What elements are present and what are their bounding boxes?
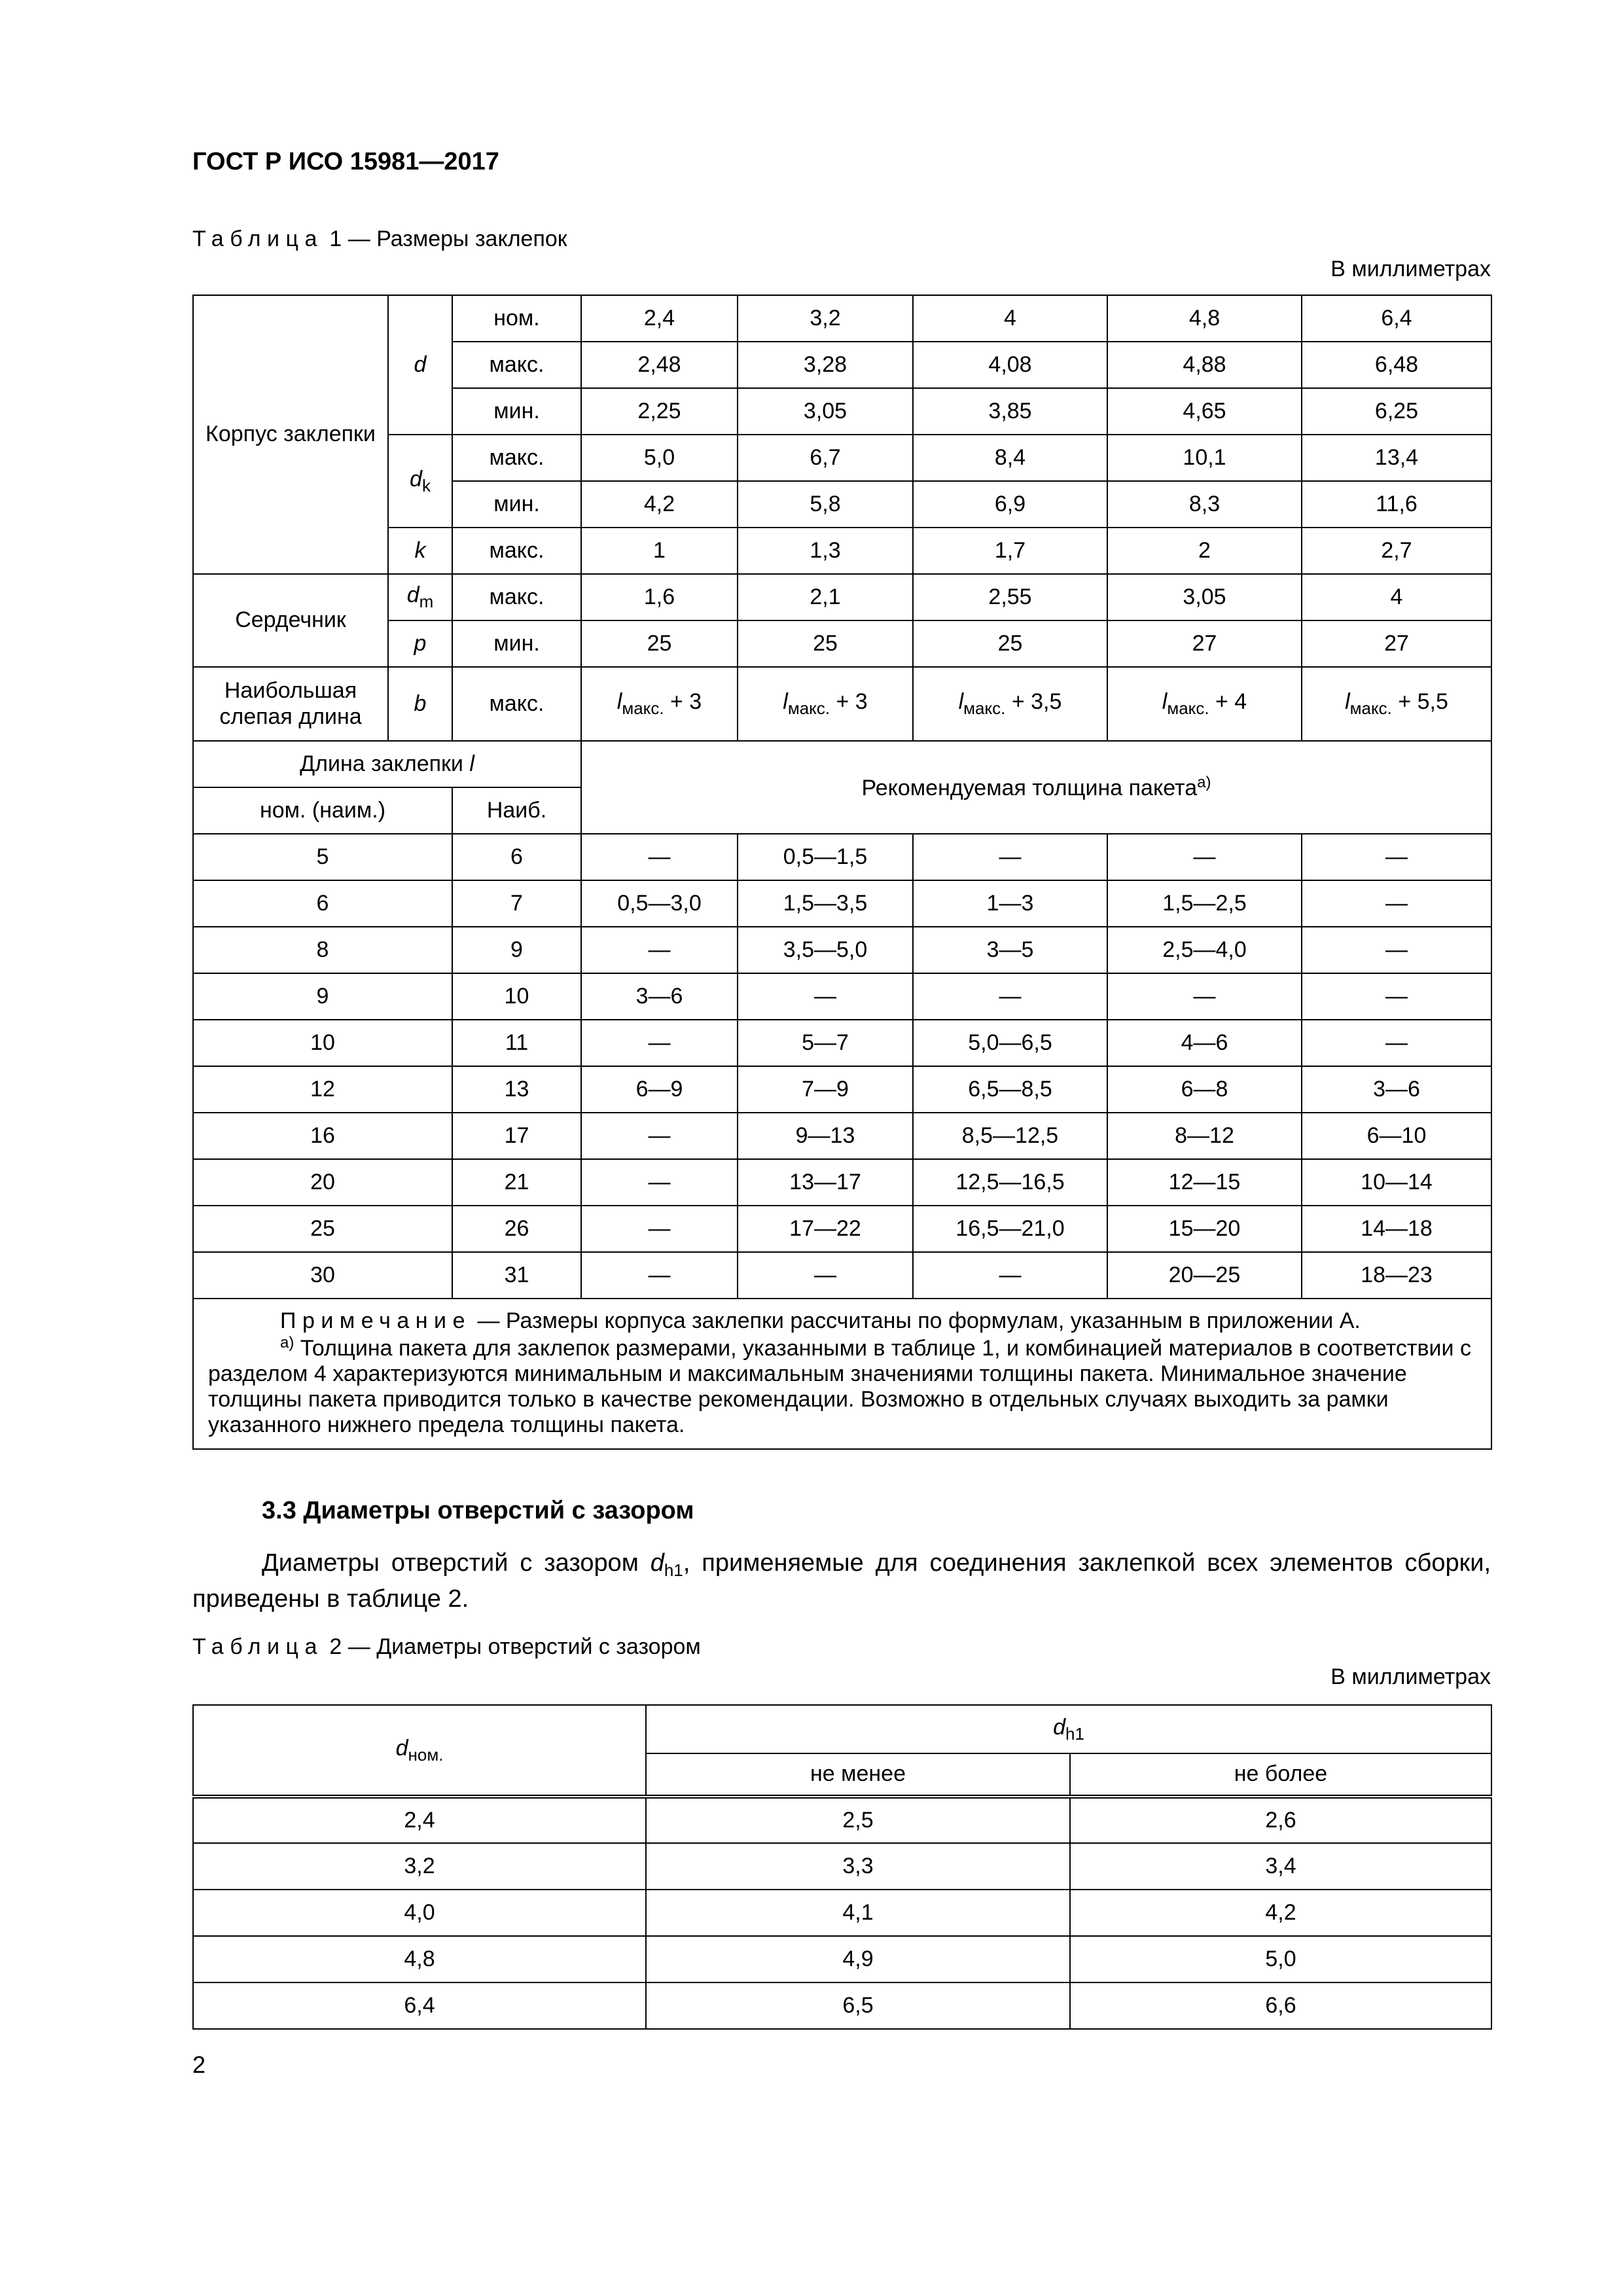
value-suffix: + 4 xyxy=(1209,689,1247,715)
table-cell: 1,6 xyxy=(581,574,738,620)
symbol-dm xyxy=(388,574,452,620)
table-cell: 5,0—6,5 xyxy=(913,1020,1107,1066)
table-cell: 27 xyxy=(1302,620,1491,667)
symbol-base: d xyxy=(650,1549,664,1577)
max-header: не более xyxy=(1070,1753,1491,1797)
table-cell: 4,2 xyxy=(581,481,738,528)
recommended-thickness-header xyxy=(581,741,1491,834)
table-cell: 17 xyxy=(452,1113,581,1159)
rivet-dimensions-table xyxy=(192,295,1492,1450)
table-cell: 6 xyxy=(452,834,581,880)
table-cell: — xyxy=(581,1252,738,1299)
table-cell: 1 xyxy=(581,528,738,574)
table-cell: 4,8 xyxy=(193,1936,646,1982)
symbol-subscript: макс. xyxy=(622,698,664,719)
symbol-subscript: макс. xyxy=(1349,698,1392,719)
table-cell: 11,6 xyxy=(1302,481,1491,528)
core-label: Сердечник xyxy=(193,574,388,667)
table-cell: 3,05 xyxy=(1107,574,1302,620)
table-cell: 3,2 xyxy=(193,1843,646,1890)
table-row xyxy=(193,1020,1491,1066)
table1-caption-prefix: Таблица xyxy=(192,226,323,251)
value-suffix: + 3 xyxy=(664,689,702,715)
document-header: ГОСТ Р ИСО 15981—2017 xyxy=(192,148,499,175)
symbol-k: k xyxy=(388,528,452,574)
footnote-mark: а) xyxy=(280,1334,294,1352)
table-cell: 16,5—21,0 xyxy=(913,1206,1107,1252)
table-row xyxy=(193,1797,1491,1843)
table-cell: — xyxy=(738,973,913,1020)
table-cell: 16 xyxy=(193,1113,452,1159)
paragraph-text: Диаметры отверстий с зазором xyxy=(262,1549,651,1577)
table-cell: 5 xyxy=(193,834,452,880)
table-cell: 6,5 xyxy=(646,1982,1070,2029)
table-cell: 8,5—12,5 xyxy=(913,1113,1107,1159)
table-cell: 1,5—3,5 xyxy=(738,880,913,927)
table-row xyxy=(193,1890,1491,1936)
symbol-subscript: макс. xyxy=(1167,698,1209,719)
dh1-header xyxy=(646,1705,1491,1753)
table-cell: 3,28 xyxy=(738,342,913,388)
table-row xyxy=(193,1936,1491,1982)
table-cell: 8,3 xyxy=(1107,481,1302,528)
symbol-subscript: m xyxy=(419,592,434,612)
symbol-base: d xyxy=(410,466,422,492)
table-cell: 2,1 xyxy=(738,574,913,620)
table-cell: 10—14 xyxy=(1302,1159,1491,1206)
note-text: — Размеры корпуса заклепки рассчитаны по формулам, указанным в приложении А. xyxy=(471,1308,1361,1333)
table-cell: 6—10 xyxy=(1302,1113,1491,1159)
table-cell: — xyxy=(913,973,1107,1020)
rivet-length-label: Длина заклепки xyxy=(300,751,470,776)
table-cell: 2,7 xyxy=(1302,528,1491,574)
table-cell: 14—18 xyxy=(1302,1206,1491,1252)
table-cell: 2,6 xyxy=(1070,1797,1491,1843)
table-row xyxy=(193,880,1491,927)
table-cell: 27 xyxy=(1107,620,1302,667)
max-length-header: Наиб. xyxy=(452,787,581,834)
blind-length-label: Наибольшая слепая длина xyxy=(193,667,388,741)
value-suffix: + 5,5 xyxy=(1391,689,1448,715)
table-cell: 6,7 xyxy=(738,435,913,481)
table-cell: 6,6 xyxy=(1070,1982,1491,2029)
symbol-subscript: k xyxy=(421,475,431,495)
qualifier-cell: макс. xyxy=(452,342,581,388)
symbol-base: d xyxy=(395,1735,408,1761)
table-cell: 6,4 xyxy=(193,1982,646,2029)
table-cell: 10,1 xyxy=(1107,435,1302,481)
table-cell: 4,08 xyxy=(913,342,1107,388)
note-label: Примечание xyxy=(280,1308,471,1333)
table2-caption xyxy=(192,1634,701,1660)
table-cell: 4,0 xyxy=(193,1890,646,1936)
table-cell: 4—6 xyxy=(1107,1020,1302,1066)
table-cell: 25 xyxy=(913,620,1107,667)
table-cell xyxy=(581,667,738,741)
table-cell: 1,3 xyxy=(738,528,913,574)
table-cell: 2,55 xyxy=(913,574,1107,620)
table-cell: 13 xyxy=(452,1066,581,1113)
table2-units: В миллиметрах xyxy=(1330,1664,1491,1689)
table1-footnote xyxy=(208,1334,1476,1438)
table-cell: — xyxy=(1302,1020,1491,1066)
table-cell: 2,4 xyxy=(581,295,738,342)
table-cell: 5,8 xyxy=(738,481,913,528)
nominal-length-header: ном. (наим.) xyxy=(193,787,452,834)
table-cell: 10 xyxy=(193,1020,452,1066)
symbol-base: l xyxy=(958,689,964,715)
table-cell: 4,8 xyxy=(1107,295,1302,342)
table-cell: 26 xyxy=(452,1206,581,1252)
table-row xyxy=(193,1206,1491,1252)
page-number: 2 xyxy=(192,2051,206,2078)
footnote-text: Толщина пакета для заклепок размерами, указанными в таблице 1, и комбинацией материалов в соответствии с разделом 4 характеризуются минимальным и максимальным значениями толщины пакета. Минимальное значение толщины пакета приводится только в качестве рекомендации. Возможно в отдельных случаях выходить за рамки указанного нижнего предела толщины пакета. xyxy=(208,1336,1471,1438)
table-cell: 4,9 xyxy=(646,1936,1070,1982)
table-cell: 31 xyxy=(452,1252,581,1299)
table-cell: 6,48 xyxy=(1302,342,1491,388)
symbol-base: d xyxy=(406,583,419,608)
symbol-subscript: h1 xyxy=(1065,1723,1084,1744)
table-cell: — xyxy=(1107,973,1302,1020)
table-cell: 1,5—2,5 xyxy=(1107,880,1302,927)
clearance-holes-table xyxy=(192,1704,1492,2030)
table-cell: 3,85 xyxy=(913,388,1107,435)
table-cell: — xyxy=(1302,927,1491,973)
table-cell: 6 xyxy=(193,880,452,927)
table-cell: 10 xyxy=(452,973,581,1020)
table-cell xyxy=(1302,667,1491,741)
table-row xyxy=(193,1113,1491,1159)
symbol-base: l xyxy=(783,689,788,715)
table-cell: — xyxy=(738,1252,913,1299)
table-cell: 17—22 xyxy=(738,1206,913,1252)
symbol-base: l xyxy=(1162,689,1168,715)
qualifier-cell: мин. xyxy=(452,620,581,667)
table-cell: 7 xyxy=(452,880,581,927)
table-cell: 25 xyxy=(738,620,913,667)
table-cell: 9 xyxy=(452,927,581,973)
table-row xyxy=(193,1252,1491,1299)
table-cell xyxy=(1107,667,1302,741)
table-cell: 13—17 xyxy=(738,1159,913,1206)
table-row xyxy=(193,927,1491,973)
qualifier-cell: ном. xyxy=(452,295,581,342)
table-cell: 4 xyxy=(913,295,1107,342)
qualifier-cell: макс. xyxy=(452,667,581,741)
table-cell: 5,0 xyxy=(581,435,738,481)
table-cell: 5,0 xyxy=(1070,1936,1491,1982)
table-cell: 0,5—1,5 xyxy=(738,834,913,880)
table-cell: 7—9 xyxy=(738,1066,913,1113)
table-cell: 2,5—4,0 xyxy=(1107,927,1302,973)
table-cell: — xyxy=(913,834,1107,880)
table-cell: — xyxy=(581,1020,738,1066)
symbol-base: d xyxy=(1053,1714,1065,1740)
table2-caption-title: 2 — Диаметры отверстий с зазором xyxy=(323,1634,701,1659)
table-cell: 8,4 xyxy=(913,435,1107,481)
min-header: не менее xyxy=(646,1753,1070,1797)
rivet-body-label: Корпус заклепки xyxy=(193,295,388,574)
table-cell: 2,5 xyxy=(646,1797,1070,1843)
table-cell: 3,4 xyxy=(1070,1843,1491,1890)
table-cell: 6—8 xyxy=(1107,1066,1302,1113)
symbol-dk xyxy=(388,435,452,528)
table-cell: 2,4 xyxy=(193,1797,646,1843)
table-cell: 3,2 xyxy=(738,295,913,342)
table-cell: — xyxy=(581,927,738,973)
table1-units: В миллиметрах xyxy=(1330,257,1491,281)
table-cell: 3—5 xyxy=(913,927,1107,973)
table-cell xyxy=(738,667,913,741)
qualifier-cell: макс. xyxy=(452,435,581,481)
section-paragraph xyxy=(192,1546,1491,1617)
table-cell: — xyxy=(581,1113,738,1159)
table-cell: — xyxy=(581,1159,738,1206)
table-cell: 30 xyxy=(193,1252,452,1299)
table-row xyxy=(193,1843,1491,1890)
table-cell: 1,7 xyxy=(913,528,1107,574)
table1-notes xyxy=(193,1299,1491,1449)
table-cell: 6,4 xyxy=(1302,295,1491,342)
value-suffix: + 3,5 xyxy=(1005,689,1062,715)
table-cell: — xyxy=(1302,973,1491,1020)
symbol-base: l xyxy=(616,689,622,715)
table-cell: 9—13 xyxy=(738,1113,913,1159)
value-suffix: + 3 xyxy=(830,689,868,715)
section-heading: 3.3 Диаметры отверстий с зазором xyxy=(262,1497,694,1524)
symbol-subscript: ном. xyxy=(408,1744,444,1765)
table-cell: 6,9 xyxy=(913,481,1107,528)
table-cell xyxy=(913,667,1107,741)
table-cell: 11 xyxy=(452,1020,581,1066)
table2-caption-prefix: Таблица xyxy=(192,1634,323,1659)
table-cell: — xyxy=(1302,834,1491,880)
recommended-thickness-label: Рекомендуемая толщина пакета xyxy=(861,775,1198,800)
table-cell: — xyxy=(1107,834,1302,880)
qualifier-cell: макс. xyxy=(452,528,581,574)
table-cell: 4,1 xyxy=(646,1890,1070,1936)
table1-caption-title: 1 — Размеры заклепок xyxy=(323,226,567,251)
table-cell: 4,88 xyxy=(1107,342,1302,388)
symbol-subscript: макс. xyxy=(963,698,1006,719)
rivet-length-symbol: l xyxy=(469,751,474,776)
table-cell: — xyxy=(581,1206,738,1252)
symbol-p: p xyxy=(388,620,452,667)
table-cell: 15—20 xyxy=(1107,1206,1302,1252)
table1-note xyxy=(208,1308,1476,1334)
table-cell: 0,5—3,0 xyxy=(581,880,738,927)
table-cell: 20—25 xyxy=(1107,1252,1302,1299)
table-cell: 6,5—8,5 xyxy=(913,1066,1107,1113)
table-cell: 25 xyxy=(193,1206,452,1252)
qualifier-cell: макс. xyxy=(452,574,581,620)
symbol-base: l xyxy=(1345,689,1350,715)
table-row xyxy=(193,1982,1491,2029)
table-cell: — xyxy=(581,834,738,880)
qualifier-cell: мин. xyxy=(452,481,581,528)
table1-caption xyxy=(192,226,567,252)
table-cell: 2 xyxy=(1107,528,1302,574)
table-cell: 25 xyxy=(581,620,738,667)
table-cell: 4,2 xyxy=(1070,1890,1491,1936)
symbol-d: d xyxy=(388,295,452,435)
table-cell: 18—23 xyxy=(1302,1252,1491,1299)
table-cell: 3,05 xyxy=(738,388,913,435)
table-cell: 12,5—16,5 xyxy=(913,1159,1107,1206)
table-row xyxy=(193,973,1491,1020)
table-cell: 2,48 xyxy=(581,342,738,388)
table-cell: 13,4 xyxy=(1302,435,1491,481)
table-cell: 21 xyxy=(452,1159,581,1206)
symbol-subscript: h1 xyxy=(664,1560,683,1580)
table-cell: 4,65 xyxy=(1107,388,1302,435)
table-cell: 3,5—5,0 xyxy=(738,927,913,973)
table-cell: 1—3 xyxy=(913,880,1107,927)
table-cell: 12—15 xyxy=(1107,1159,1302,1206)
table-cell: 3—6 xyxy=(581,973,738,1020)
table-cell: 3—6 xyxy=(1302,1066,1491,1113)
table-cell: — xyxy=(913,1252,1107,1299)
table-cell: 2,25 xyxy=(581,388,738,435)
table-row xyxy=(193,1066,1491,1113)
table-cell: 8—12 xyxy=(1107,1113,1302,1159)
table-row xyxy=(193,1159,1491,1206)
d-nom-header xyxy=(193,1705,646,1797)
paragraph-text: , применяемые для соединения заклепкой всех элементов сборки, приведены в таблице 2. xyxy=(192,1549,1491,1613)
table-cell: 9 xyxy=(193,973,452,1020)
table-cell: 6—9 xyxy=(581,1066,738,1113)
symbol-subscript: макс. xyxy=(787,698,830,719)
footnote-ref: а) xyxy=(1197,773,1211,791)
table-cell: 8 xyxy=(193,927,452,973)
table-cell: 3,3 xyxy=(646,1843,1070,1890)
symbol-b: b xyxy=(388,667,452,741)
table-cell: 6,25 xyxy=(1302,388,1491,435)
table-cell: 5—7 xyxy=(738,1020,913,1066)
table-row xyxy=(193,834,1491,880)
table-cell: 12 xyxy=(193,1066,452,1113)
table-cell: 4 xyxy=(1302,574,1491,620)
rivet-length-header xyxy=(193,741,581,787)
table-cell: 20 xyxy=(193,1159,452,1206)
qualifier-cell: мин. xyxy=(452,388,581,435)
table-cell: — xyxy=(1302,880,1491,927)
